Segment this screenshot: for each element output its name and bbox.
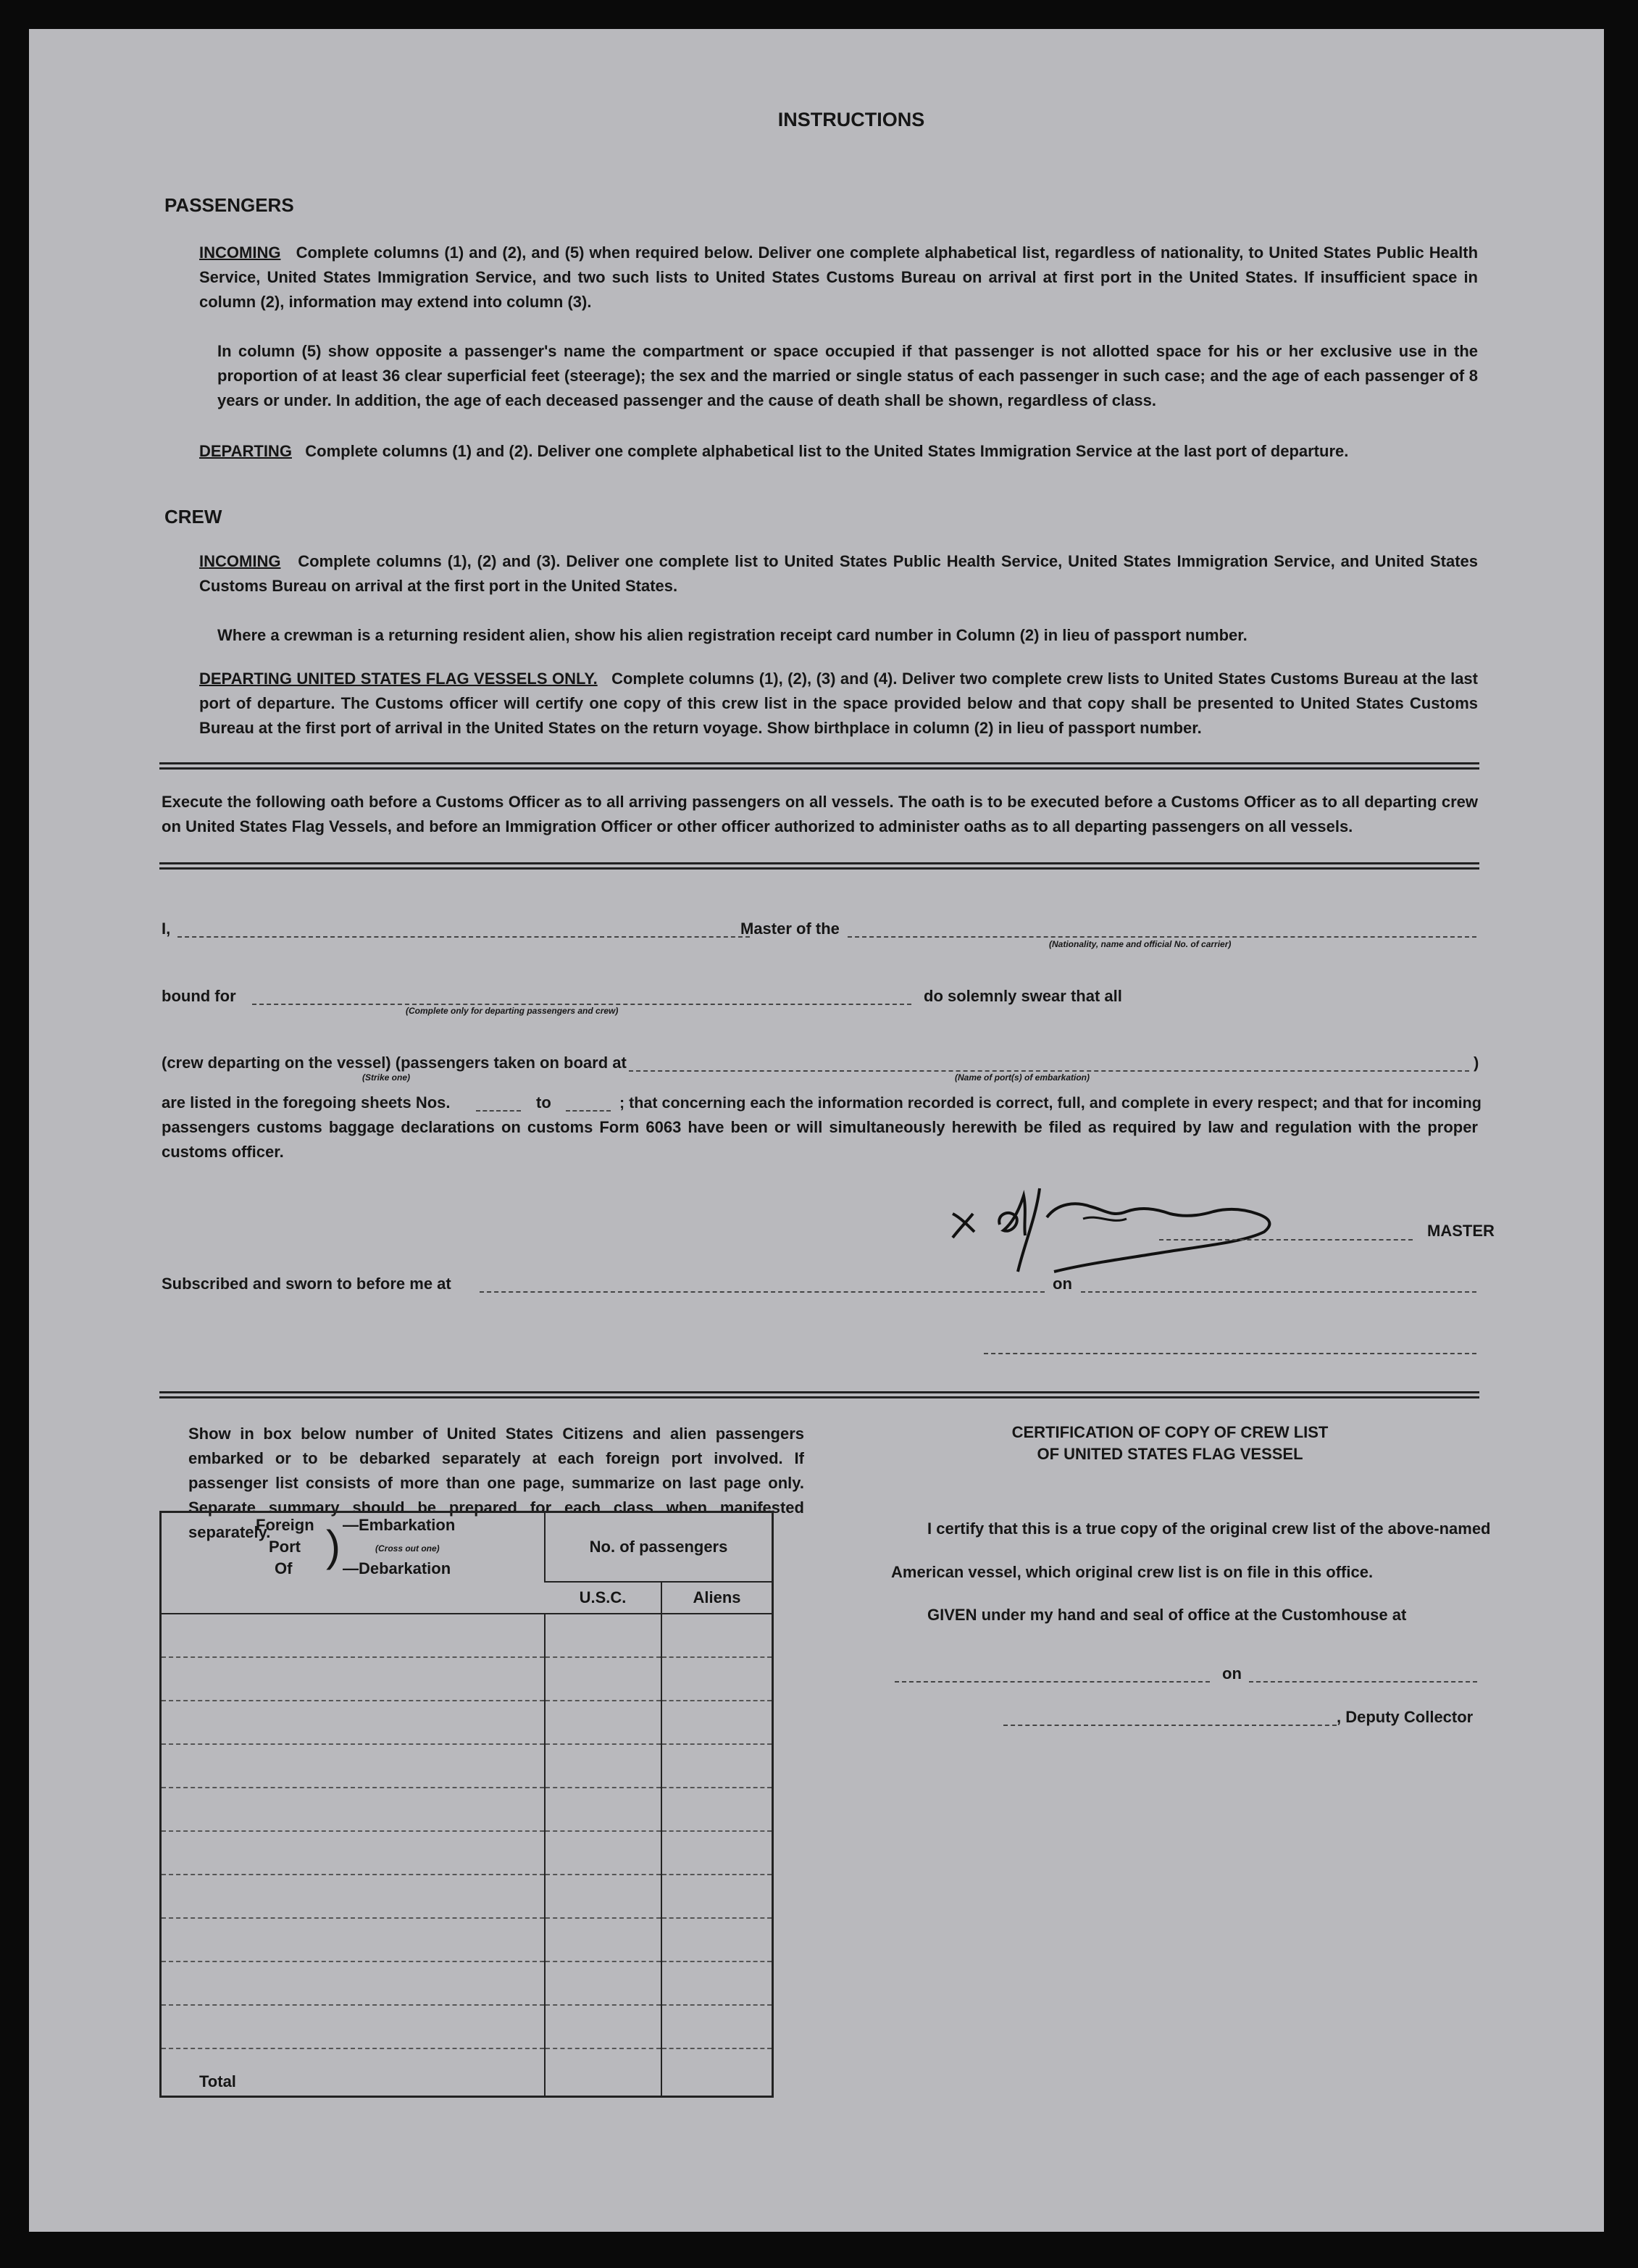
brace-icon: )	[326, 1522, 340, 1570]
certification-line1: I certify that this is a true copy of the original crew list of the above-named	[927, 1519, 1491, 1538]
passengers-column5-paragraph: In column (5) show opposite a passenger's name the compartment or space occupied if that passenger is not allotted space for his or her exclusive use in the proportion of at least 36 clear superficial feet (steerage); the sex and the married or single status of each passenger in such case; and the age of each passenger of 8 years or under. In addition, the age of each deceased passenger and the cause of death shall be shown, regardless of class.	[217, 342, 1478, 409]
passengers-departing-label: DEPARTING	[199, 442, 292, 460]
certification-date-field[interactable]	[1249, 1681, 1477, 1683]
baggage-paragraph: passengers customs baggage declarations on customs Form 6063 have been or will simultaneously herewith be filed as required by law and regulation with the proper customs officer.	[162, 1118, 1478, 1161]
passengers-incoming-paragraph	[199, 241, 1478, 314]
debarkation-label: —Debarkation	[343, 1559, 451, 1577]
sheets-to-field[interactable]	[566, 1110, 611, 1112]
crew-departing-label-line: (crew departing on the vessel) (passengers taken on board at	[162, 1054, 627, 1072]
total-label-cell	[161, 2048, 546, 2097]
usc-label: U.S.C.	[579, 1588, 627, 1606]
col-port-label: Port	[269, 1538, 301, 1556]
certification-title-line2: OF UNITED STATES FLAG VESSEL	[1037, 1445, 1303, 1463]
col-of-label: Of	[275, 1559, 293, 1577]
foreign-port-header	[161, 1512, 546, 1614]
no-passengers-header	[545, 1512, 773, 1582]
master-name-field[interactable]	[177, 936, 750, 938]
deputy-collector-label: , Deputy Collector	[1337, 1708, 1474, 1726]
crew-incoming-paragraph	[199, 549, 1478, 599]
usc-header	[545, 1582, 661, 1614]
master-signature-field[interactable]	[1159, 1239, 1413, 1241]
crew-incoming-label: INCOMING	[199, 552, 281, 570]
sworn-on-field[interactable]	[1081, 1291, 1476, 1293]
ports-caption: (Name of port(s) of embarkation)	[955, 1072, 1090, 1083]
table-row	[161, 1614, 773, 1657]
oath-intro-paragraph: Execute the following oath before a Customs Officer as to all arriving passengers on all vessels. The oath is to be executed before a Customs Officer as to all departing crew on United States Flag Vessels, and before an Immigration Officer or other officer authorized to administer oaths as to all departing passengers on all vessels.	[162, 793, 1478, 835]
aliens-label: Aliens	[693, 1588, 741, 1606]
to-label: to	[536, 1093, 551, 1112]
table-row	[161, 1918, 773, 1961]
table-row	[161, 1875, 773, 1918]
sworn-at-field[interactable]	[480, 1291, 1045, 1293]
cross-out-caption: (Cross out one)	[375, 1543, 440, 1554]
sworn-on-label: on	[1053, 1275, 1072, 1293]
master-label: MASTER	[1427, 1222, 1495, 1240]
nationality-caption: (Nationality, name and official No. of carrier)	[1049, 939, 1232, 949]
section-divider	[159, 762, 1479, 770]
customhouse-field[interactable]	[895, 1681, 1210, 1683]
oath-master-of-label: Master of the	[740, 920, 840, 938]
bound-for-field[interactable]	[252, 1004, 911, 1005]
oath-i-label: I,	[162, 920, 171, 938]
passenger-summary-table	[159, 1511, 774, 2098]
page-title: INSTRUCTIONS	[777, 109, 925, 130]
table-row	[161, 1961, 773, 2005]
strike-one-caption: (Strike one)	[362, 1072, 411, 1083]
table-row	[161, 1701, 773, 1744]
sheets-rest-text: ; that concerning each the information recorded is correct, full, and complete in every respect; and that for incoming	[619, 1094, 1482, 1112]
crew-departing-label: DEPARTING UNITED STATES FLAG VESSELS ONLY.	[199, 670, 598, 688]
passengers-departing-paragraph	[199, 439, 1478, 464]
swear-label: do solemnly swear that all	[924, 987, 1122, 1005]
total-row	[161, 2048, 773, 2097]
crew-resident-alien-paragraph: Where a crewman is a returning resident alien, show his alien registration receipt card number in Column (2) in lieu of passport number.	[217, 626, 1248, 644]
officer-signature-field[interactable]	[984, 1353, 1476, 1354]
table-row	[161, 2005, 773, 2048]
section-divider	[159, 1391, 1479, 1398]
total-label: Total	[199, 2072, 236, 2090]
document-sheet	[29, 29, 1604, 2232]
crew-incoming-text: Complete columns (1), (2) and (3). Deliver one complete list to United States Public Health Service, United States Immigration Service, and United States Customs Bureau on arrival at the first port in the United States.	[199, 552, 1478, 595]
bound-for-label: bound for	[162, 987, 236, 1005]
embarkation-port-field[interactable]	[629, 1070, 1469, 1072]
table-row	[161, 1831, 773, 1875]
section-divider	[159, 862, 1479, 870]
crew-departing-text: Complete columns (1), (2), (3) and (4). Deliver two complete crew lists to United States Customs Bureau at the last port of departure. The Customs officer will certify one copy of this crew list in the space provided below and that copy shall be presented to United States Customs Bureau at the first port of arrival in the United States on the return voyage. Show birthplace in column (2) in lieu of passport number.	[199, 670, 1478, 737]
embarkation-label: —Embarkation	[343, 1516, 456, 1534]
passengers-incoming-label: INCOMING	[199, 243, 281, 262]
crew-departing-paragraph	[199, 667, 1478, 741]
certification-line2: American vessel, which original crew list is on file in this office.	[891, 1563, 1374, 1581]
master-signature	[938, 1174, 1344, 1275]
no-passengers-label: No. of passengers	[589, 1537, 728, 1556]
table-row	[161, 1788, 773, 1831]
subscribed-label: Subscribed and sworn to before me at	[162, 1275, 451, 1293]
deputy-signature-field[interactable]	[1003, 1725, 1337, 1726]
complete-only-caption: (Complete only for departing passengers and crew)	[406, 1006, 619, 1016]
col-foreign-label: Foreign	[256, 1516, 314, 1534]
table-row	[161, 1744, 773, 1788]
aliens-header	[661, 1582, 773, 1614]
close-paren: )	[1474, 1054, 1479, 1072]
certification-line3: GIVEN under my hand and seal of office at the Customhouse at	[927, 1606, 1407, 1624]
summary-instructions: Show in box below number of United States Citizens and alien passengers embarked or to be debarked separately at each foreign port involved. If passenger list consists of more than one page, summarize on last page only. Separate summary should be prepared for each class when manifested separately.	[188, 1425, 804, 1541]
passengers-heading: PASSENGERS	[164, 194, 294, 216]
certification-title-line1: CERTIFICATION OF COPY OF CREW LIST	[1011, 1423, 1329, 1441]
sheets-from-field[interactable]	[476, 1110, 521, 1112]
passengers-departing-text: Complete columns (1) and (2). Deliver one complete alphabetical list to the United States Immigration Service at the last port of departure.	[305, 442, 1349, 460]
crew-heading: CREW	[164, 506, 222, 528]
passengers-incoming-text: Complete columns (1) and (2), and (5) when required below. Deliver one complete alphabetical list, regardless of nationality, to United States Public Health Service, United States Immigration Service, and two such lists to United States Customs Bureau on arrival at first port in the United States. If insufficient space in column (2), information may extend into column (3).	[199, 243, 1479, 311]
certification-on-label: on	[1222, 1664, 1242, 1683]
sheets-label: are listed in the foregoing sheets Nos.	[162, 1093, 451, 1112]
table-row	[161, 1657, 773, 1701]
carrier-name-field[interactable]	[848, 936, 1476, 938]
